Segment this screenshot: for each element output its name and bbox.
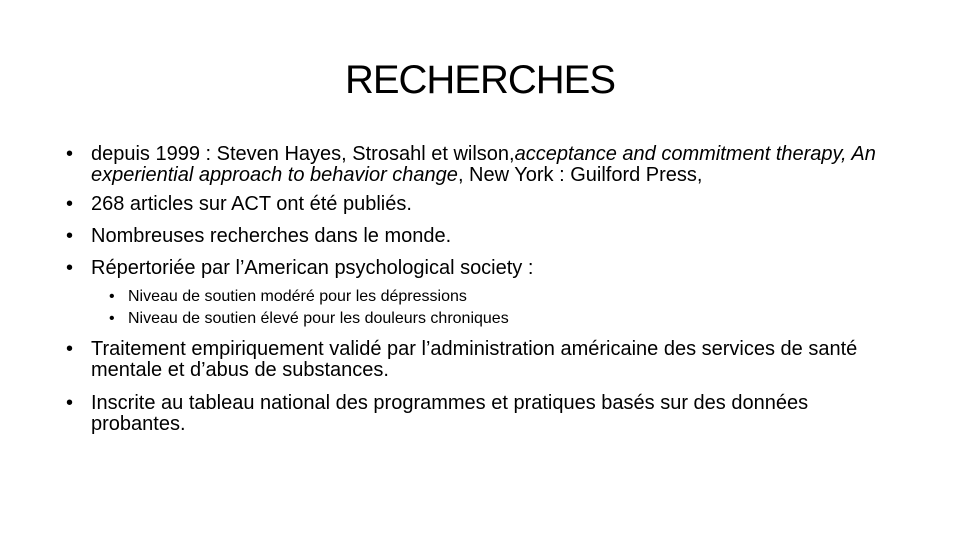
sub-bullet-list (66, 287, 896, 329)
bullet-item (66, 144, 896, 186)
bullet-text: Inscrite au tableau national des programmes et pratiques basés sur des données probantes. (91, 392, 809, 435)
bullet-text: Répertoriée par l’American psychological society : (91, 257, 534, 279)
sub-bullet-item (109, 309, 896, 329)
bullet-item (66, 258, 896, 279)
bullet-text: 268 articles sur ACT ont été publiés. (91, 193, 412, 215)
bullet-text: depuis 1999 : Steven Hayes, Strosahl et wilson, (91, 143, 515, 165)
bullet-item (66, 393, 896, 435)
bullet-text: Traitement empiriquement validé par l’administration américaine des services de santé mentale et d’abus de substances. (91, 338, 858, 381)
slide-title: RECHERCHES (344, 58, 616, 102)
sub-bullet-text: Niveau de soutien élevé pour les douleurs chroniques (128, 310, 509, 327)
bullet-item (66, 226, 896, 247)
slide-body (66, 144, 896, 447)
bullet-item (66, 339, 896, 381)
sub-bullet-item (109, 287, 896, 307)
sub-bullet-text: Niveau de soutien modéré pour les dépressions (128, 288, 467, 305)
bullet-text: , New York : Guilford Press, (457, 164, 703, 186)
bullet-text: Nombreuses recherches dans le monde. (91, 225, 452, 247)
bullet-italic-text: acceptance and commitment therapy, An experiential approach to behavior change (91, 143, 876, 186)
bullet-item (66, 194, 896, 215)
